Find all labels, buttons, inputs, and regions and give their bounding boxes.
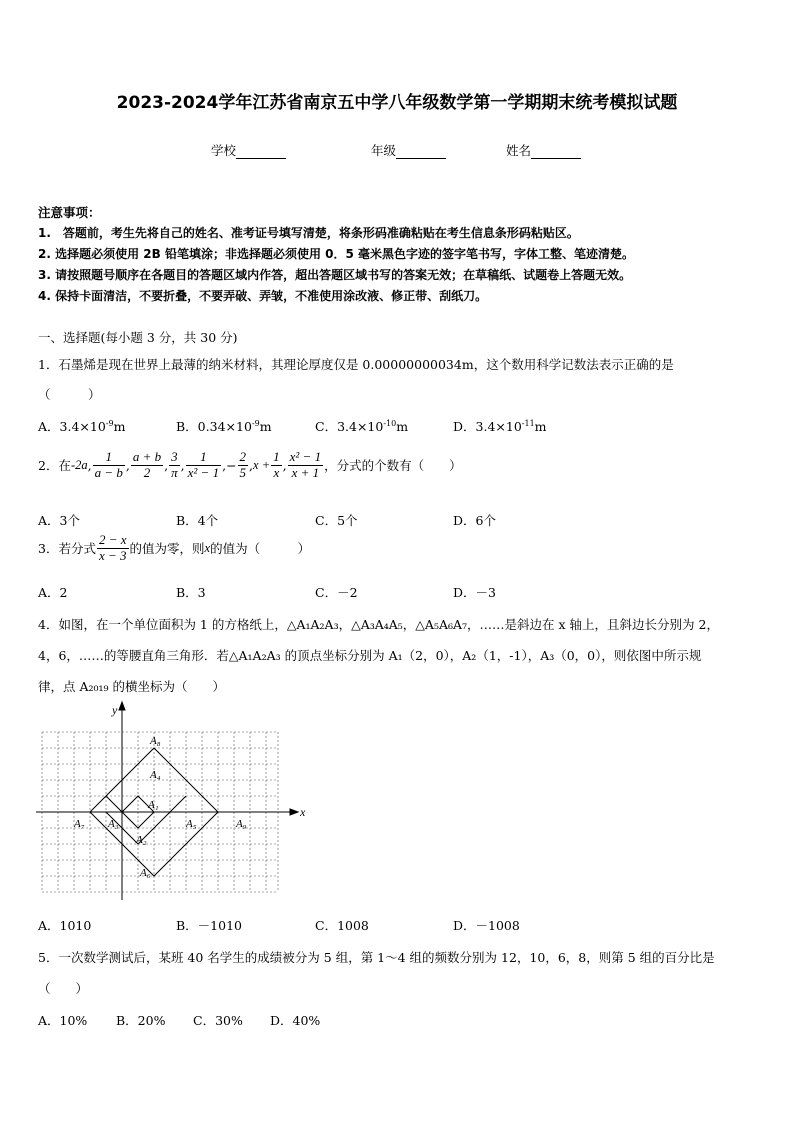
fraction: $\frac{2}{5}$: [239, 449, 247, 480]
q4-stem-line3: 律，点 A₂₀₁₉ 的横坐标为（ ）: [38, 679, 226, 694]
point-labels: [73, 735, 247, 879]
q4-option-b: B．－1010: [176, 918, 242, 933]
notes-heading: 注意事项：: [38, 205, 101, 220]
svg-text:A₄: A₄: [150, 769, 161, 781]
q5-option-b: B．20%: [116, 1013, 166, 1028]
q3-option-c: C．－2: [315, 585, 358, 600]
q5-stem: 5．一次数学测试后，某班 40 名学生的成绩被分为 5 组，第 1～4 组的频数分别为 12，10，6，8，则第 5 组的百分比是: [38, 950, 715, 965]
note-item: 3. 请按照题号顺序在各题目的答题区域内作答，超出答题区域书写的答案无效；在草稿纸、试题卷上答题无效。: [38, 268, 632, 282]
q1-option-b: B．$0.34\times 10^{-9}m$: [176, 418, 272, 434]
svg-text:A₂: A₂: [136, 834, 147, 846]
q3-option-b: B．3: [176, 585, 206, 600]
fraction: $\frac{1}{\text{x² − 1}}$: [187, 449, 220, 480]
q1-stem: 1．石墨烯是现在世界上最薄的纳米材料，其理论厚度仅是 0.00000000034m，这个数用科学记数法表示正确的是: [38, 357, 674, 372]
q2-option-b: B．4个: [176, 513, 219, 528]
name-field: 姓名: [506, 141, 581, 159]
fraction: $\frac{a + b}{2}$: [132, 449, 162, 480]
x-axis-label: x: [300, 805, 306, 819]
q5-paren: （ ）: [38, 981, 89, 996]
note-item: 4. 保持卡面清洁，不要折叠，不要弄破、弄皱，不准使用涂改液、修正带、刮纸刀。: [38, 289, 488, 303]
q1-paren: （ ）: [38, 387, 101, 402]
svg-text:A₅: A₅: [186, 818, 197, 830]
q2-option-c: C．5个: [315, 513, 358, 528]
q4-option-c: C．1008: [315, 918, 369, 933]
fraction: $\frac{1}{a - b}$: [94, 449, 123, 480]
school-field: 学校: [211, 141, 286, 159]
q3-option-a: A．2: [38, 585, 68, 600]
svg-text:A₇: A₇: [74, 818, 85, 830]
q4-stem-line2: 4，6，……的等腰直角三角形．若△A₁A₂A₃ 的顶点坐标分别为 A₁（2，0），A₂（1，-1），A₃（0，0），则依图中所示规: [38, 648, 702, 663]
q3-option-d: D．－3: [453, 585, 496, 600]
section-heading: 一、选择题(每小题 3 分，共 30 分): [38, 330, 238, 345]
q5-option-d: D．40%: [270, 1013, 321, 1028]
fraction: $\frac{\text{x² − 1}}{x + 1}$: [289, 449, 322, 480]
svg-text:A₁: A₁: [148, 799, 159, 811]
q2-stem: 2．在 -2a , $\frac{1}{a - b}$ , $\frac{a + b}{2}$ , $\frac{3}{\pi}$ , $\frac{1}{\text{x² − 1}}$ ,− $\frac{2}{5}$ , x + $\frac{1}{x}$ , $\frac{\text{x² − 1}}{x + 1}$ ，分式的个数有（ ）: [38, 449, 462, 480]
note-item: 1. 答题前，考生先将自己的姓名、准考证号填写清楚，将条形码准确粘贴在考生信息条形码粘贴区。: [38, 226, 579, 240]
q4-stem-line1: 4．如图，在一个单位面积为 1 的方格纸上，△A₁A₂A₃，△A₃A₄A₅，△A₅A₆A₇，……是斜边在 x 轴上，且斜边长分别为 2，: [38, 617, 719, 632]
q1-option-a: A．$3.4\times 10^{-9}m$: [38, 418, 126, 434]
svg-text:A₃: A₃: [108, 818, 119, 830]
svg-text:A₈: A₈: [150, 735, 161, 747]
note-item: 2. 选择题必须使用 2B 铅笔填涂；非选择题必须使用 0．5 毫米黑色字迹的签字笔书写，字体工整、笔迹清楚。: [38, 247, 634, 261]
fraction: $\frac{3}{\pi}$: [171, 449, 178, 480]
svg-text:A₉: A₉: [236, 818, 247, 830]
fraction: $\frac{2 - x}{x - 3}$: [98, 532, 127, 563]
q3-stem: 3．若分式 $\frac{2 - x}{x - 3}$ 的值为零，则 x 的值为（ ）: [38, 532, 311, 563]
page-title: 2023-2024学年江苏省南京五中学八年级数学第一学期期末统考模拟试题: [116, 93, 678, 113]
q1-option-c: C．$3.4\times 10^{-10}m$: [315, 418, 409, 434]
q2-option-a: A．3个: [38, 513, 80, 528]
q4-option-d: D．－1008: [453, 918, 520, 933]
q4-figure: [36, 700, 311, 900]
q5-option-a: A．10%: [38, 1013, 88, 1028]
y-axis-label: y: [112, 703, 118, 717]
q4-option-a: A．1010: [38, 918, 92, 933]
q1-option-d: D．$3.4\times 10^{-11}m$: [453, 418, 547, 434]
svg-text:A₆: A₆: [140, 867, 151, 879]
q2-option-d: D．6个: [453, 513, 496, 528]
q5-option-c: C．30%: [193, 1013, 243, 1028]
grade-field: 年级: [371, 141, 446, 159]
fraction: $\frac{1}{x}$: [273, 449, 280, 480]
